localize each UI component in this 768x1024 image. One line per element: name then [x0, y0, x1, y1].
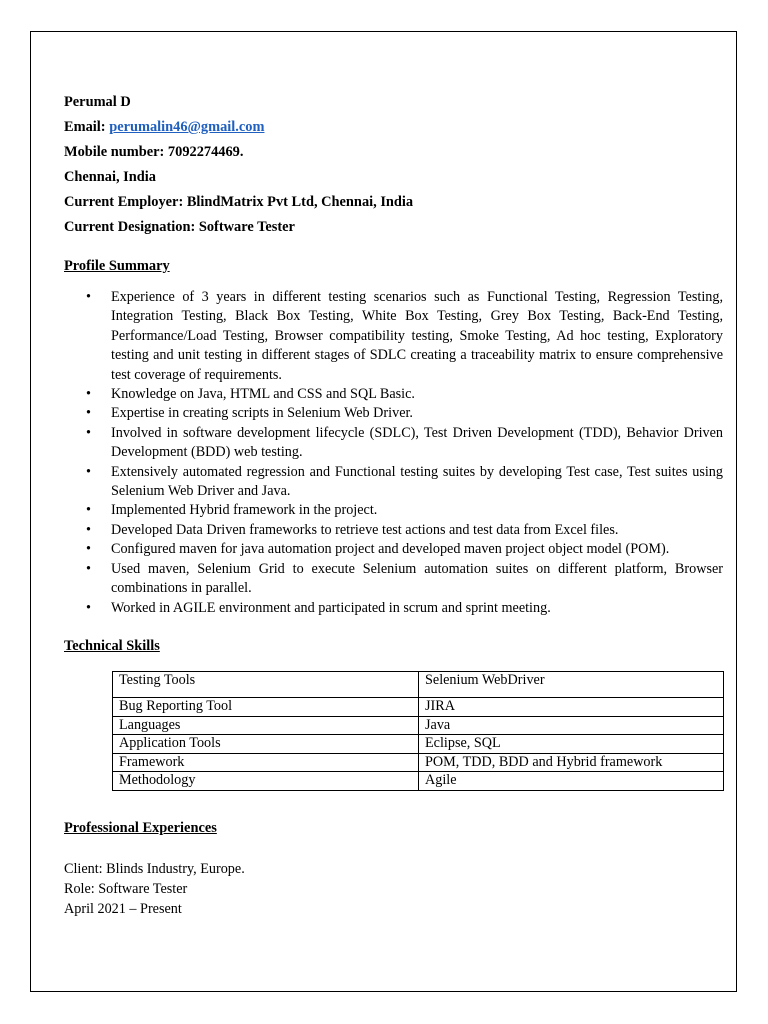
summary-item-text: Configured maven for java automation project and developed maven project object model (POM). — [111, 541, 670, 558]
skill-category-cell: Bug Reporting Tool — [113, 697, 419, 716]
experience-entry — [64, 859, 724, 919]
table-row — [113, 716, 724, 735]
profile-summary-list — [86, 288, 723, 618]
skill-value-cell: POM, TDD, BDD and Hybrid framework — [419, 753, 724, 772]
skill-value-cell: Agile — [419, 772, 724, 791]
skill-category-cell: Application Tools — [113, 735, 419, 754]
technical-skills-heading: Technical Skills — [64, 637, 160, 654]
bullet-icon: • — [86, 541, 91, 558]
role-line: Role: Software Tester — [64, 880, 188, 897]
bullet-icon: • — [86, 424, 91, 441]
summary-item-text: Expertise in creating scripts in Selenium Web Driver. — [111, 405, 413, 422]
skill-category-cell: Framework — [113, 753, 419, 772]
skill-value-cell: Selenium WebDriver — [419, 671, 724, 697]
table-row — [113, 772, 724, 791]
summary-item — [86, 501, 723, 520]
skill-value-cell: Java — [419, 716, 724, 735]
skill-category-cell: Methodology — [113, 772, 419, 791]
bullet-icon: • — [86, 560, 91, 577]
bullet-icon: • — [86, 386, 91, 403]
summary-item — [86, 599, 723, 618]
summary-item — [86, 385, 723, 404]
period-line: April 2021 – Present — [64, 900, 182, 917]
bullet-icon: • — [86, 521, 91, 538]
contact-header — [64, 90, 724, 240]
bullet-icon: • — [86, 502, 91, 519]
summary-item-text: Experience of 3 years in different testing scenarios such as Functional Testing, Regression Testing, Integration Testing, Black Box Testing, White Box Testing, Grey Box Testing, Back-End Testing, Performance/Load Testing, Browser compatibility testing, Smoke Testing, Ad hoc testing, Exploratory testing and unit testing in different stages of SDLC creating a traceability matrix to ensure comprehensive test coverage of requirements. — [111, 289, 723, 383]
email-line — [64, 115, 724, 140]
summary-item-text: Developed Data Driven frameworks to retrieve test actions and test data from Excel files. — [111, 521, 619, 538]
bullet-icon: • — [86, 463, 91, 480]
resume-content — [64, 90, 724, 919]
professional-experiences-heading: Professional Experiences — [64, 819, 217, 836]
summary-item-text: Used maven, Selenium Grid to execute Selenium automation suites on different platform, Browser combinations in parallel. — [111, 560, 723, 597]
current-employer: Current Employer: BlindMatrix Pvt Ltd, Chennai, India — [64, 194, 414, 210]
mobile-number: Mobile number: 7092274469. — [64, 144, 244, 160]
table-row — [113, 671, 724, 697]
table-row — [113, 753, 724, 772]
summary-item — [86, 463, 723, 502]
summary-item-text: Worked in AGILE environment and participated in scrum and sprint meeting. — [111, 599, 551, 616]
summary-item-text: Implemented Hybrid framework in the project. — [111, 502, 378, 519]
summary-item — [86, 521, 723, 540]
skill-category-cell: Testing Tools — [113, 671, 419, 697]
current-designation: Current Designation: Software Tester — [64, 219, 295, 235]
profile-summary-heading: Profile Summary — [64, 258, 170, 274]
location: Chennai, India — [64, 169, 156, 185]
summary-item-text: Involved in software development lifecycle (SDLC), Test Driven Development (TDD), Behavior Driven Development (BDD) web testing. — [111, 424, 723, 461]
skill-category-cell: Languages — [113, 716, 419, 735]
technical-skills-table — [112, 671, 724, 791]
bullet-icon: • — [86, 405, 91, 422]
summary-item — [86, 540, 723, 559]
bullet-icon: • — [86, 599, 91, 616]
summary-item — [86, 288, 723, 385]
skill-value-cell: Eclipse, SQL — [419, 735, 724, 754]
table-row — [113, 697, 724, 716]
summary-item — [86, 560, 723, 599]
candidate-name: Perumal D — [64, 94, 131, 110]
bullet-icon: • — [86, 289, 91, 305]
email-label: Email: — [64, 119, 106, 135]
summary-item-text: Extensively automated regression and Functional testing suites by developing Test case, Test suites using Selenium Web Driver and Java. — [111, 463, 723, 500]
skill-value-cell: JIRA — [419, 697, 724, 716]
client-line: Client: Blinds Industry, Europe. — [64, 860, 245, 877]
summary-item-text: Knowledge on Java, HTML and CSS and SQL Basic. — [111, 386, 415, 403]
summary-item — [86, 424, 723, 463]
summary-item — [86, 404, 723, 423]
table-row — [113, 735, 724, 754]
email-link[interactable]: perumalin46@gmail.com — [109, 119, 265, 135]
